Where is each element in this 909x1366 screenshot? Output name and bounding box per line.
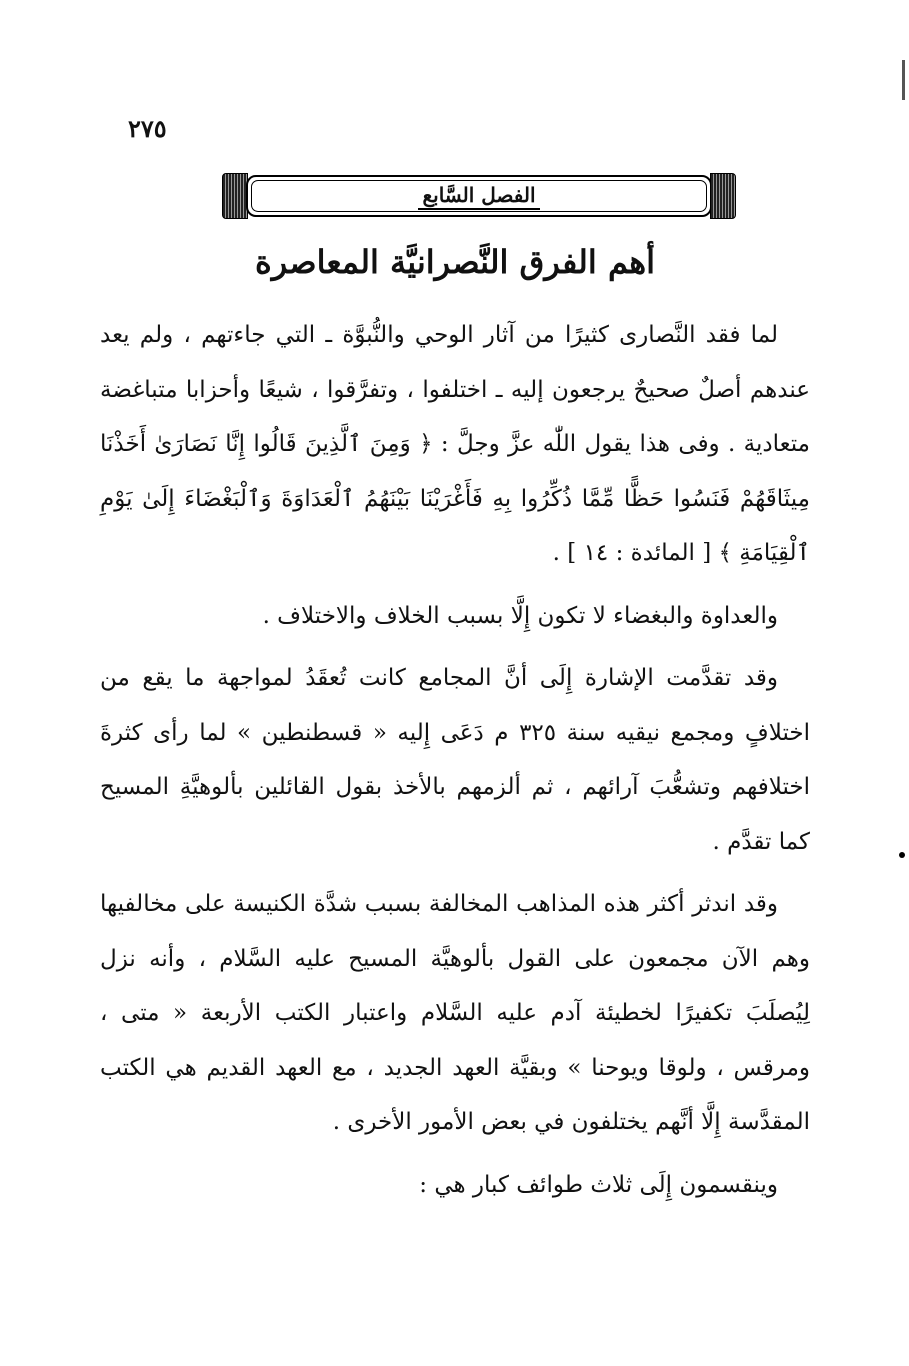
paragraph-divisions: وينقسمون إِلَى ثلاث طوائف كبار هي :: [419, 1171, 778, 1198]
page-number: ٢٧٥: [128, 114, 167, 143]
section-title: أهم الفرق النَّصرانيَّة المعاصرة: [254, 243, 656, 281]
banner-frame: [246, 175, 712, 217]
body-text: [100, 308, 810, 1220]
paragraph-enmity: والعداوة والبغضاء لا تكون إِلَّا بسبب الخلاف والاختلاف .: [262, 602, 778, 629]
chapter-label: الفصل السَّابع: [418, 183, 539, 210]
paragraph-councils: وقد تقدَّمت الإشارة إِلَى أنَّ المجامع كانت تُعقَدُ لمواجهة ما يقع من اختلافٍ ومجمع نيقيه سنة ٣٢٥ م دَعَى إِليه « قسطنطين » لما رأى كثرةَ اختلافهم وتشعُّبَ آرائهم ، ثم ألزمهم بالأخذ بقول القائلين بألوهيَّةِ المسيح كما تقدَّم .: [100, 665, 810, 855]
banner-right-ornament: [710, 173, 736, 219]
paragraph-doctrines: وقد اندثر أكثر هذه المذاهب المخالفة بسبب شدَّة الكنيسة على مخالفيها وهم الآن مجمعون على القول بألوهيَّة المسيح عليه السَّلام ، وأنه نزل لِيُصلَبَ تكفيرًا لخطيئة آدم عليه السَّلام واعتبار الكتب الأربعة « متى ، ومرقس ، ولوقا ويوحنا » وبقيَّة العهد الجديد ، مع العهد القديم هي الكتب المقدَّسة إِلَّا أنَّهم يختلفون في بعض الأمور الأخرى .: [100, 891, 810, 1135]
banner-left-ornament: [222, 173, 248, 219]
chapter-banner: [222, 173, 736, 219]
margin-dot: [899, 852, 905, 858]
paragraph-intro: لما فقد النَّصارى كثيرًا من آثار الوحي والنُّبوَّة ـ التي جاءتهم ، ولم يعد عندهم أصلٌ صحيحٌ يرجعون إليه ـ اختلفوا ، وتفرَّقوا ، شيعًا وأحزابا متباغضة متعادية . وفى هذا يقول اللّٰه عزَّ وجلَّ : ﴿ وَمِنَ ٱلَّذِينَ قَالُوا إِنَّا نَصَارَىٰ أَخَذْنَا مِيثَاقَهُمْ فَنَسُوا حَظًّا مِّمَّا ذُكِّرُوا بِهِ فَأَغْرَيْنَا بَيْنَهُمُ ٱلْعَدَاوَةَ وَٱلْبَغْضَاءَ إِلَىٰ يَوْمِ ٱلْقِيَامَةِ ﴾ [ المائدة : ١٤ ] .: [100, 322, 810, 566]
scan-edge-mark: [902, 60, 905, 100]
